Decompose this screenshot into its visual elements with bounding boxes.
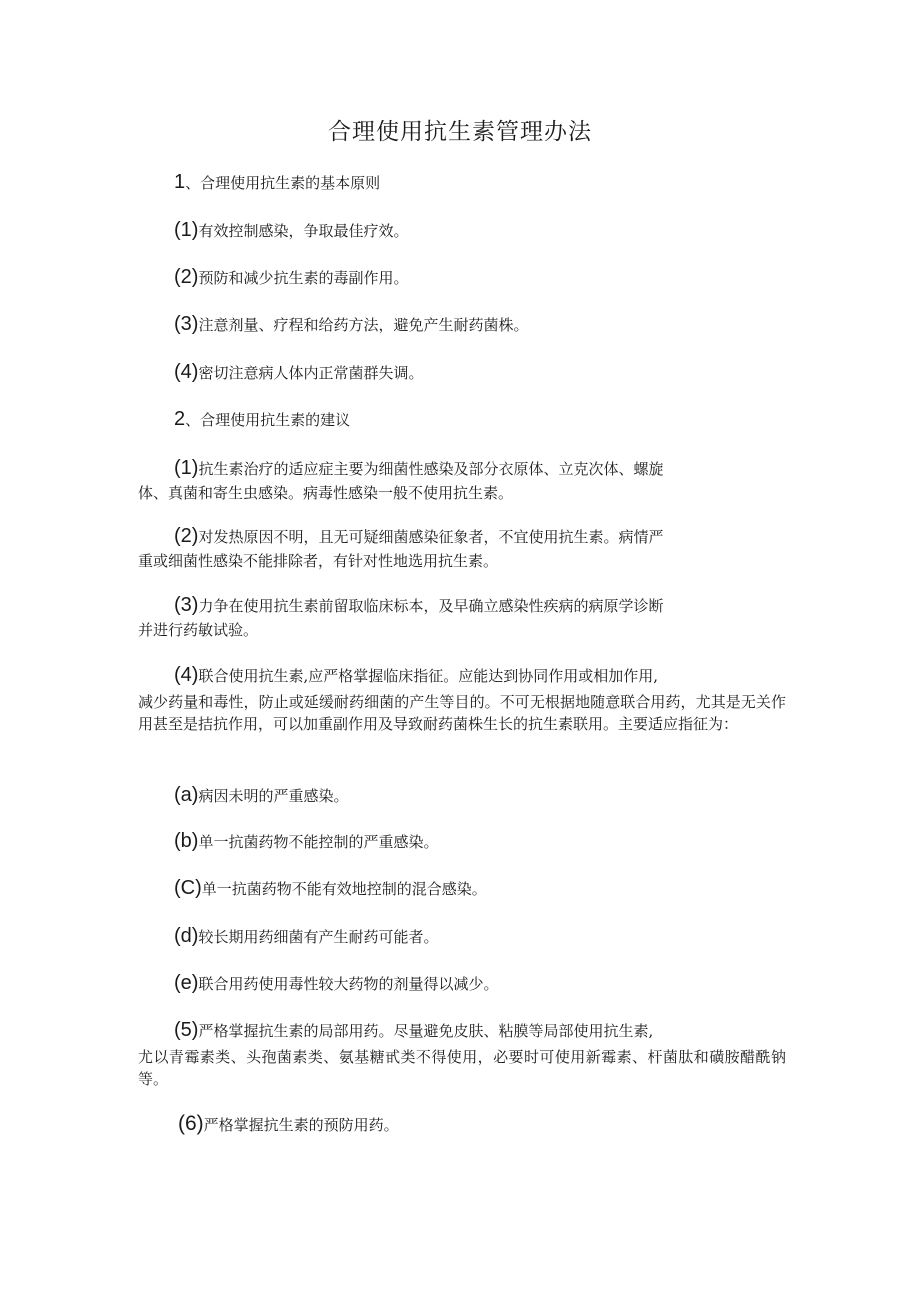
indication-item <box>138 972 822 995</box>
item-number: (4) <box>174 361 199 383</box>
item-number: (6) <box>178 1112 204 1135</box>
item-text: 预防和减少抗生素的毒副作用。 <box>198 269 409 287</box>
section-text: 、合理使用抗生素的基本原则 <box>185 174 381 192</box>
item-number: (4) <box>174 664 199 686</box>
item-text-line1: 联合使用抗生素,应严格掌握临床指征。应能达到协同作用或相加作用, <box>198 667 658 685</box>
item-text-rest: 尤以青霉素类、头孢菌素类、氨基糖甙类不得使用，必要时可使用新霉素、杆菌肽和磺胺醋酰钠等。 <box>138 1048 786 1088</box>
item-number: (d) <box>174 925 199 947</box>
item-text-rest: 重或细菌性感染不能排除者，有针对性地选用抗生素。 <box>138 552 499 570</box>
item-text: 注意剂量、疗程和给药方法，避免产生耐药菌株。 <box>198 316 529 334</box>
item-text-line1: 严格掌握抗生素的局部用药。尽量避免皮肤、粘膜等局部使用抗生素, <box>198 1022 654 1040</box>
section-2-heading <box>138 408 822 431</box>
section-number: 2 <box>174 408 186 430</box>
item-text: 单一抗菌药物不能控制的严重感染。 <box>198 833 439 851</box>
item-text-rest: 并进行药敏试验。 <box>138 621 259 639</box>
document-title: 合理使用抗生素管理办法 <box>328 119 592 145</box>
section-text: 、合理使用抗生素的建议 <box>185 411 351 429</box>
principle-item <box>138 313 822 336</box>
item-text: 单一抗菌药物不能有效地控制的混合感染。 <box>201 880 487 898</box>
item-text-line1: 对发热原因不明，且无可疑细菌感染征象者，不宜使用抗生素。病情严 <box>198 528 664 546</box>
item-text: 有效控制感染，争取最佳疗效。 <box>198 222 409 240</box>
item-number: (3) <box>174 313 199 335</box>
item-number: (b) <box>174 830 199 852</box>
item-text: 严格掌握抗生素的预防用药。 <box>203 1116 399 1134</box>
item-text: 联合用药使用毒性较大药物的剂量得以减少。 <box>198 975 499 993</box>
item-text: 密切注意病人体内正常菌群失调。 <box>198 364 424 382</box>
recommendation-item <box>138 664 786 735</box>
section-1-heading <box>138 171 822 194</box>
indication-item <box>138 925 822 948</box>
item-text-line1: 抗生素治疗的适应症主要为细菌性感染及部分衣原体、立克次体、螺旋 <box>198 460 664 478</box>
principle-item <box>138 266 822 289</box>
item-number: (3) <box>174 594 199 616</box>
recommendation-item <box>138 457 786 504</box>
indication-item <box>138 784 822 807</box>
item-text-rest: 减少药量和毒性，防止或延缓耐药细菌的产生等目的。不可无根据地随意联合用药，尤其是无关作用甚至是拮抗作用，可以加重副作用及导致耐药菌株生长的抗生素联用。主要适应指征为： <box>138 693 786 733</box>
item-number: (2) <box>174 525 199 547</box>
item-number: (1) <box>174 457 199 479</box>
recommendation-item <box>138 1113 826 1136</box>
recommendation-item <box>138 525 786 572</box>
principle-item <box>138 361 822 384</box>
item-number: (C) <box>174 877 202 899</box>
recommendation-item <box>138 594 786 641</box>
indication-item <box>138 877 822 900</box>
item-text-line1: 力争在使用抗生素前留取临床标本，及早确立感染性疾病的病原学诊断 <box>198 597 664 615</box>
item-text: 病因未明的严重感染。 <box>198 787 349 805</box>
item-number: (1) <box>174 219 199 241</box>
item-number: (5) <box>174 1019 199 1041</box>
section-number: 1 <box>174 171 186 193</box>
item-number: (a) <box>174 784 199 806</box>
item-number: (e) <box>174 972 199 994</box>
item-text-rest: 体、真菌和寄生虫感染。病毒性感染一般不使用抗生素。 <box>138 484 514 502</box>
item-number: (2) <box>174 266 199 288</box>
recommendation-item <box>138 1019 786 1090</box>
principle-item <box>138 219 822 242</box>
item-text: 较长期用药细菌有产生耐药可能者。 <box>198 928 439 946</box>
indication-item <box>138 830 822 853</box>
